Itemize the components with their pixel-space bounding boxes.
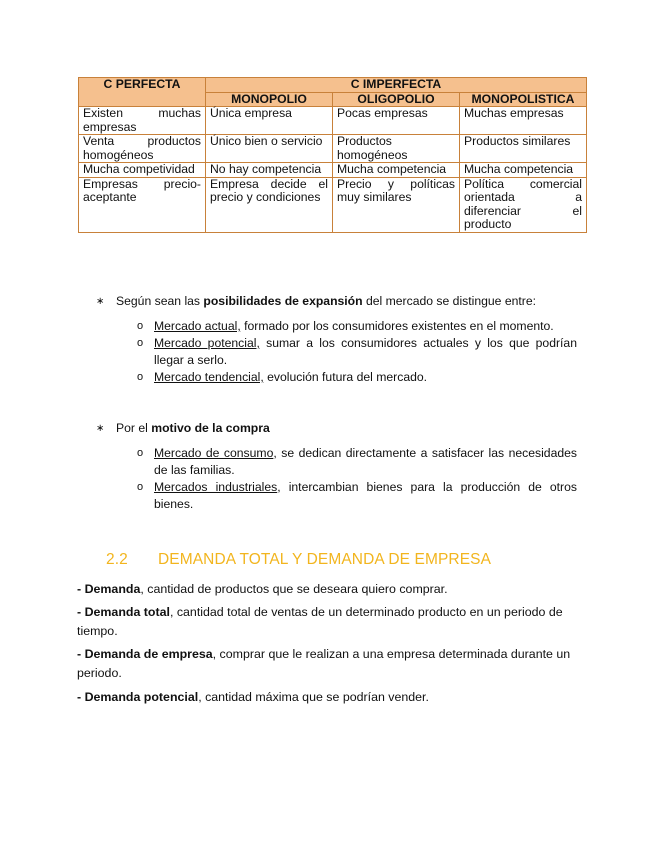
table-cell: Mucha competividad: [79, 163, 206, 178]
table-cell: Pocas empresas: [333, 107, 460, 135]
list-item-term: Mercados industriales: [154, 480, 278, 494]
circle-bullet-icon: o: [137, 447, 144, 459]
table-row: [79, 177, 587, 232]
table-cell: Productos similares: [460, 135, 587, 163]
header-monopolistica: MONOPOLISTICA: [460, 92, 587, 107]
table-header-row: [79, 78, 587, 93]
list-item: [137, 479, 577, 512]
definition-text: , cantidad total de ventas de un determinado producto en un periodo de tiempo.: [77, 605, 563, 638]
table-cell: Empresa decide el precio y condiciones: [206, 177, 333, 232]
header-monopolio: MONOPOLIO: [206, 92, 333, 107]
definition-paragraph: [77, 645, 578, 682]
definition-text: , cantidad máxima que se podrían vender.: [198, 690, 429, 704]
market-types-table: [78, 77, 587, 233]
table-cell: Venta productos homogéneos: [79, 135, 206, 163]
circle-bullet-icon: o: [137, 320, 144, 332]
bullet-text-bold: posibilidades de expansión: [203, 294, 363, 308]
list-item-text: , se dedican directamente a satisfacer las necesidades de las familias.: [154, 446, 577, 477]
section-heading: [106, 551, 491, 569]
list-item-text: , intercambian bienes para la producción de otros bienes.: [154, 480, 577, 511]
definition-term: - Demanda: [77, 582, 141, 596]
table-cell: Mucha competencia: [460, 163, 587, 178]
list-item-term: Mercado tendencial,: [154, 370, 264, 384]
definition-paragraph: [77, 603, 578, 640]
table-cell: Mucha competencia: [333, 163, 460, 178]
table-cell: Existen muchas empresas: [79, 107, 206, 135]
section-title: DEMANDA TOTAL Y DEMANDA DE EMPRESA: [158, 551, 492, 568]
table-cell: Precio y políticas muy similares: [333, 177, 460, 232]
table-row: [79, 135, 587, 163]
table-cell: Muchas empresas: [460, 107, 587, 135]
header-oligopolio: OLIGOPOLIO: [333, 92, 460, 107]
table-cell: Política comercial orientada a diferenciar el producto: [460, 177, 587, 232]
section-number: 2.2: [106, 551, 128, 568]
table-cell: No hay competencia: [206, 163, 333, 178]
bullet-text-bold: motivo de la compra: [151, 421, 270, 435]
table-cell: Única empresa: [206, 107, 333, 135]
circle-bullet-icon: o: [137, 337, 144, 349]
list-item: [137, 369, 577, 386]
table-row: [79, 163, 587, 178]
bullet-text-post: del mercado se distingue entre:: [362, 294, 537, 308]
bullet-expansion: [96, 293, 536, 311]
definition-term: - Demanda de empresa: [77, 647, 213, 661]
definition-text: , comprar que le realizan a una empresa determinada durante un periodo.: [77, 647, 571, 680]
list-item: [137, 445, 577, 478]
list-item-term: Mercado potencial,: [154, 336, 260, 350]
header-imperfecta: C IMPERFECTA: [206, 78, 587, 93]
definition-text: , cantidad de productos que se deseara quiero comprar.: [140, 582, 448, 596]
bullet-text-pre: Según sean las: [116, 294, 204, 308]
definition-term: - Demanda total: [77, 605, 170, 619]
table-cell: Productos homogéneos: [333, 135, 460, 163]
list-item-text: evolución futura del mercado.: [263, 370, 428, 384]
circle-bullet-icon: o: [137, 481, 144, 493]
list-item: [137, 318, 577, 335]
definition-paragraph: [77, 688, 578, 707]
list-item-term: Mercado de consumo: [154, 446, 274, 460]
header-perfecta: C PERFECTA: [79, 78, 206, 107]
bullet-text-pre: Por el: [116, 421, 152, 435]
asterisk-bullet-icon: ∗: [96, 296, 105, 307]
asterisk-bullet-icon: ∗: [96, 423, 105, 434]
table-row: [79, 107, 587, 135]
list-item-text: formado por los consumidores existentes en el momento.: [240, 319, 554, 333]
definition-paragraph: [77, 580, 578, 599]
bullet-motivo: [96, 420, 270, 438]
list-item: [137, 335, 577, 368]
list-item-term: Mercado actual,: [154, 319, 241, 333]
table-cell: Empresas precio-aceptante: [79, 177, 206, 232]
table-cell: Único bien o servicio: [206, 135, 333, 163]
definition-term: - Demanda potencial: [77, 690, 199, 704]
list-item-text: sumar a los consumidores actuales y los que podrían llegar a serlo.: [154, 336, 577, 367]
circle-bullet-icon: o: [137, 371, 144, 383]
